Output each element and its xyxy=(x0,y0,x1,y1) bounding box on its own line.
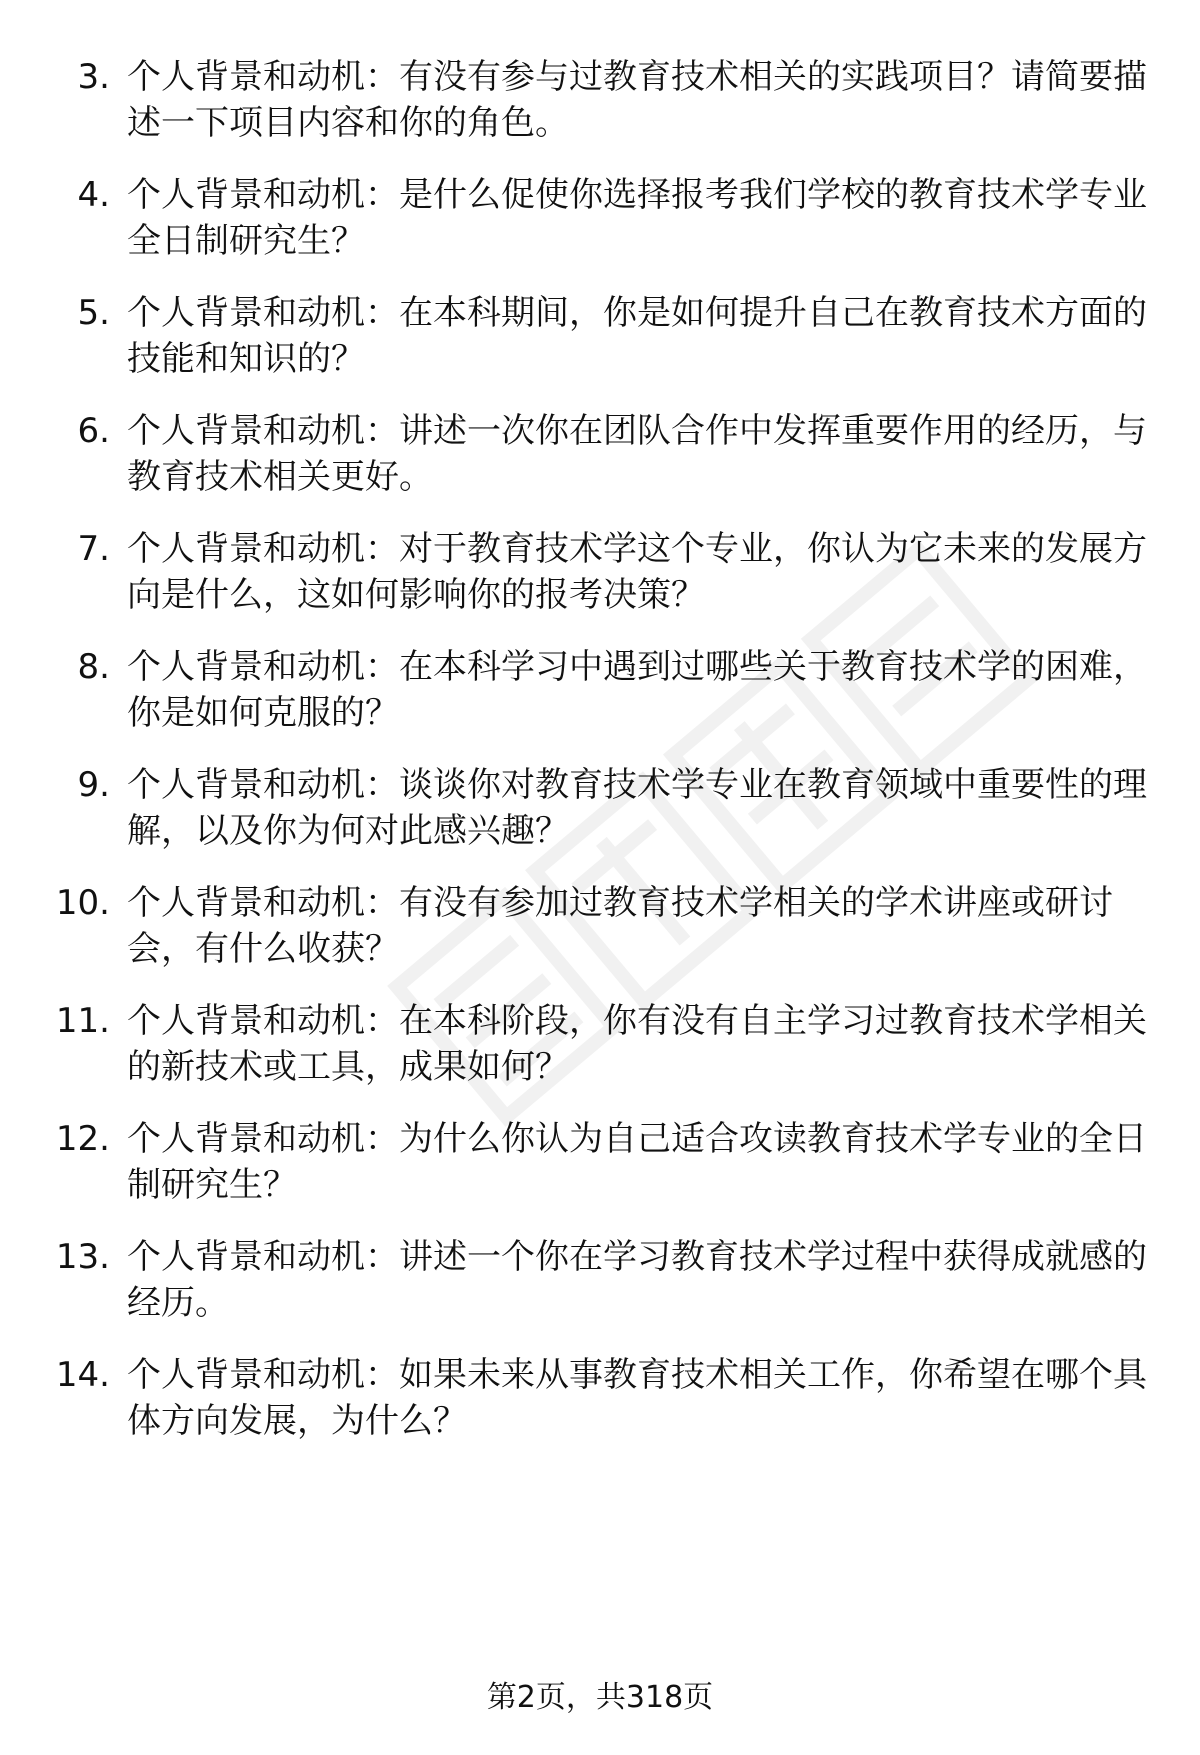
question-number: 13. xyxy=(55,1237,110,1277)
question-text: 个人背景和动机：为什么你认为自己适合攻读教育技术学专业的全日制研究生？ xyxy=(127,1119,1147,1205)
question-text: 个人背景和动机：如果未来从事教育技术相关工作，你希望在哪个具体方向发展，为什么？ xyxy=(127,1355,1147,1441)
page-footer: 第2页，共318页 xyxy=(486,1680,714,1715)
question-number: 14. xyxy=(55,1355,110,1395)
question-text: 个人背景和动机：讲述一次你在团队合作中发挥重要作用的经历，与教育技术相关更好。 xyxy=(127,411,1147,497)
question-number: 8. xyxy=(77,647,110,687)
question-number: 10. xyxy=(55,883,110,923)
question-number: 12. xyxy=(55,1119,110,1159)
question-text: 个人背景和动机：在本科学习中遇到过哪些关于教育技术学的困难，你是如何克服的？ xyxy=(127,647,1147,733)
question-number: 3. xyxy=(77,57,110,97)
question-text: 个人背景和动机：对于教育技术学这个专业，你认为它未来的发展方向是什么，这如何影响你的报考决策？ xyxy=(127,529,1147,615)
question-text: 个人背景和动机：有没有参与过教育技术相关的实践项目？请简要描述一下项目内容和你的角色。 xyxy=(127,57,1147,143)
question-number: 7. xyxy=(77,529,110,569)
question-number: 4. xyxy=(77,175,110,215)
question-number: 9. xyxy=(77,765,110,805)
question-text: 个人背景和动机：谈谈你对教育技术学专业在教育领域中重要性的理解，以及你为何对此感兴趣？ xyxy=(127,765,1147,851)
question-text: 个人背景和动机：在本科期间，你是如何提升自己在教育技术方面的技能和知识的？ xyxy=(127,293,1147,379)
question-number: 11. xyxy=(55,1001,110,1041)
question-number: 5. xyxy=(77,293,110,333)
question-text: 个人背景和动机：是什么促使你选择报考我们学校的教育技术学专业全日制研究生？ xyxy=(127,175,1147,261)
question-text: 个人背景和动机：在本科阶段，你有没有自主学习过教育技术学相关的新技术或工具，成果如何？ xyxy=(127,1001,1147,1087)
question-text: 个人背景和动机：讲述一个你在学习教育技术学过程中获得成就感的经历。 xyxy=(127,1237,1147,1323)
question-text: 个人背景和动机：有没有参加过教育技术学相关的学术讲座或研讨会，有什么收获？ xyxy=(127,883,1113,969)
question-number: 6. xyxy=(77,411,110,451)
